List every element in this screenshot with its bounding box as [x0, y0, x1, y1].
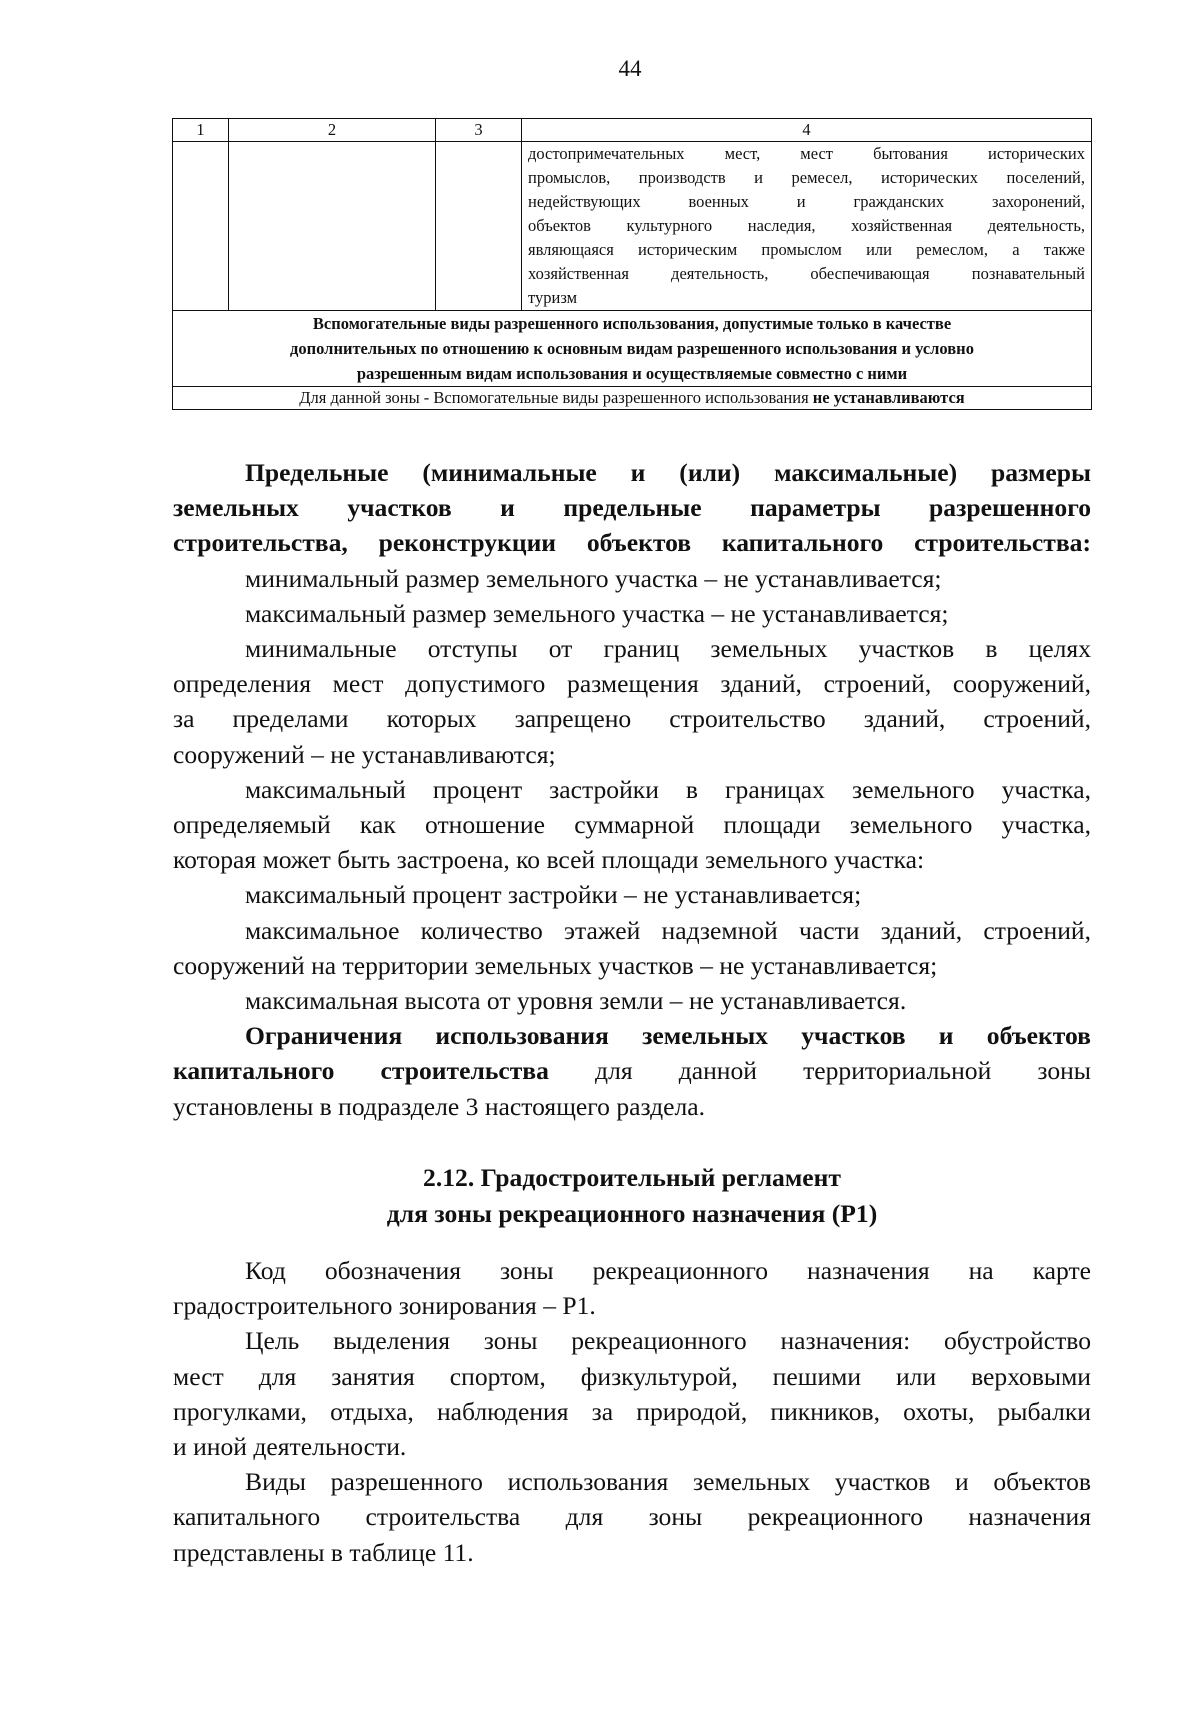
heading-line: Предельные (минимальные и (или) максимальные) размеры [245, 458, 1091, 487]
bold-text: капитального строительства [173, 1056, 549, 1086]
limit-item [173, 596, 1091, 631]
limit-item [173, 561, 1091, 596]
table-cell [173, 142, 229, 311]
text-line: максимальный процент застройки – не устанавливается; [245, 880, 862, 910]
title-line: для зоны рекреационного назначения (Р1) [386, 1199, 878, 1228]
cell-line: хозяйственная деятельность, обеспечивающая познавательный [528, 264, 1085, 283]
text-line: прогулками, отдыха, наблюдения за природой, пикников, охоты, рыбалки [173, 1396, 1091, 1426]
cell-line: промыслов, производств и ремесел, исторических поселений, [528, 168, 1085, 187]
page-number: 44 [618, 56, 642, 81]
cell-line: достопримечательных мест, мест бытования исторических [528, 144, 1085, 163]
heading-line: земельных участков и предельные параметры разрешенного [173, 493, 1091, 523]
cell-line: туризм [528, 288, 578, 307]
limit-item [173, 631, 1091, 772]
limits-heading [173, 455, 1091, 561]
text-line: максимальная высота от уровня земли – не устанавливается. [245, 986, 907, 1016]
table-section-row [173, 311, 1092, 387]
text-line: которая может быть застроена, ко всей площади земельного участка: [173, 845, 925, 875]
table-header-cell: 1 [173, 119, 229, 142]
section-body [173, 1253, 1091, 1570]
text-line: сооружений – не устанавливаются; [173, 739, 556, 769]
title-line: 2.12. Градостроительный регламент [423, 1163, 841, 1192]
table-header-row [173, 119, 1092, 142]
table-cell [436, 142, 522, 311]
text-line: и иной деятельности. [173, 1432, 407, 1462]
text-line: максимальный процент застройки в границах земельного участка, [245, 774, 1091, 804]
text-line: минимальный размер земельного участка – не устанавливается; [245, 563, 942, 593]
restrictions-paragraph [173, 1018, 1091, 1124]
aux-row-text: Для данной зоны - Вспомогательные виды разрешенного использования [299, 388, 809, 407]
text-line: Цель выделения зоны рекреационного назначения: обустройство [245, 1326, 1091, 1356]
text-line: Код обозначения зоны рекреационного назначения на карте [245, 1256, 1091, 1285]
table-cell-description [522, 142, 1092, 311]
limit-item [173, 913, 1091, 983]
paragraph [173, 1464, 1091, 1570]
text-line: представлены в таблице 11. [173, 1537, 474, 1567]
text-line: за пределами которых запрещено строительство зданий, строений, [173, 704, 1091, 734]
heading-line: дополнительных по отношению к основным видам разрешенного использования и условно [290, 339, 974, 358]
paragraph [173, 1253, 1091, 1323]
table-row [173, 142, 1092, 311]
text-line: Виды разрешенного использования земельных участков и объектов [245, 1467, 1091, 1497]
heading-line: Вспомогательные виды разрешенного использования, допустимые только в качестве [312, 314, 952, 333]
limit-item [173, 772, 1091, 878]
limit-item [173, 877, 1091, 912]
text-line: определения мест допустимого размещения зданий, строений, сооружений, [173, 669, 1091, 699]
table-header-cell: 3 [436, 119, 522, 142]
cell-line: недействующих военных и гражданских захоронений, [528, 192, 1085, 211]
section-title [173, 1160, 1091, 1232]
text-line: минимальные отступы от границ земельных участков в целях [245, 634, 1091, 664]
paragraph [173, 1323, 1091, 1464]
text-line: определяемый как отношение суммарной площади земельного участка, [173, 810, 1091, 840]
text-line [173, 1053, 1091, 1088]
aux-row-bold-text: не устанавливаются [812, 388, 965, 407]
auxiliary-uses-heading [173, 311, 1092, 387]
table-cell [229, 142, 436, 311]
cell-line: являющаяся историческим промыслом или ремеслом, а также [528, 240, 1085, 259]
text-line: установлены в подразделе 3 настоящего раздела. [173, 1091, 706, 1121]
heading-line: строительства, реконструкции объектов капитального строительства: [173, 528, 1091, 558]
heading-line: разрешенным видам использования и осуществляемые совместно с ними [356, 364, 908, 383]
regulation-table [172, 118, 1092, 410]
table-row [173, 387, 1092, 410]
text-line: Ограничения использования земельных участков и объектов [245, 1021, 1091, 1051]
text-line: градостроительного зонирования – Р1. [173, 1291, 596, 1321]
limits-block [173, 455, 1091, 1124]
table-header-cell: 2 [229, 119, 436, 142]
text-line: мест для занятия спортом, физкультурой, пешими или верховыми [173, 1361, 1091, 1391]
text-line: капитального строительства для зоны рекреационного назначения [173, 1502, 1091, 1532]
limit-item [173, 983, 1091, 1018]
text: для данной территориальной зоны [595, 1056, 1092, 1086]
text-line: максимальный размер земельного участка – не устанавливается; [245, 598, 949, 628]
table-header-cell: 4 [522, 119, 1092, 142]
auxiliary-uses-row [173, 387, 1092, 410]
cell-line: объектов культурного наследия, хозяйственная деятельность, [528, 216, 1085, 235]
text-line: максимальное количество этажей надземной части зданий, строений, [245, 915, 1091, 945]
text-line: сооружений на территории земельных участков – не устанавливается; [173, 950, 938, 980]
